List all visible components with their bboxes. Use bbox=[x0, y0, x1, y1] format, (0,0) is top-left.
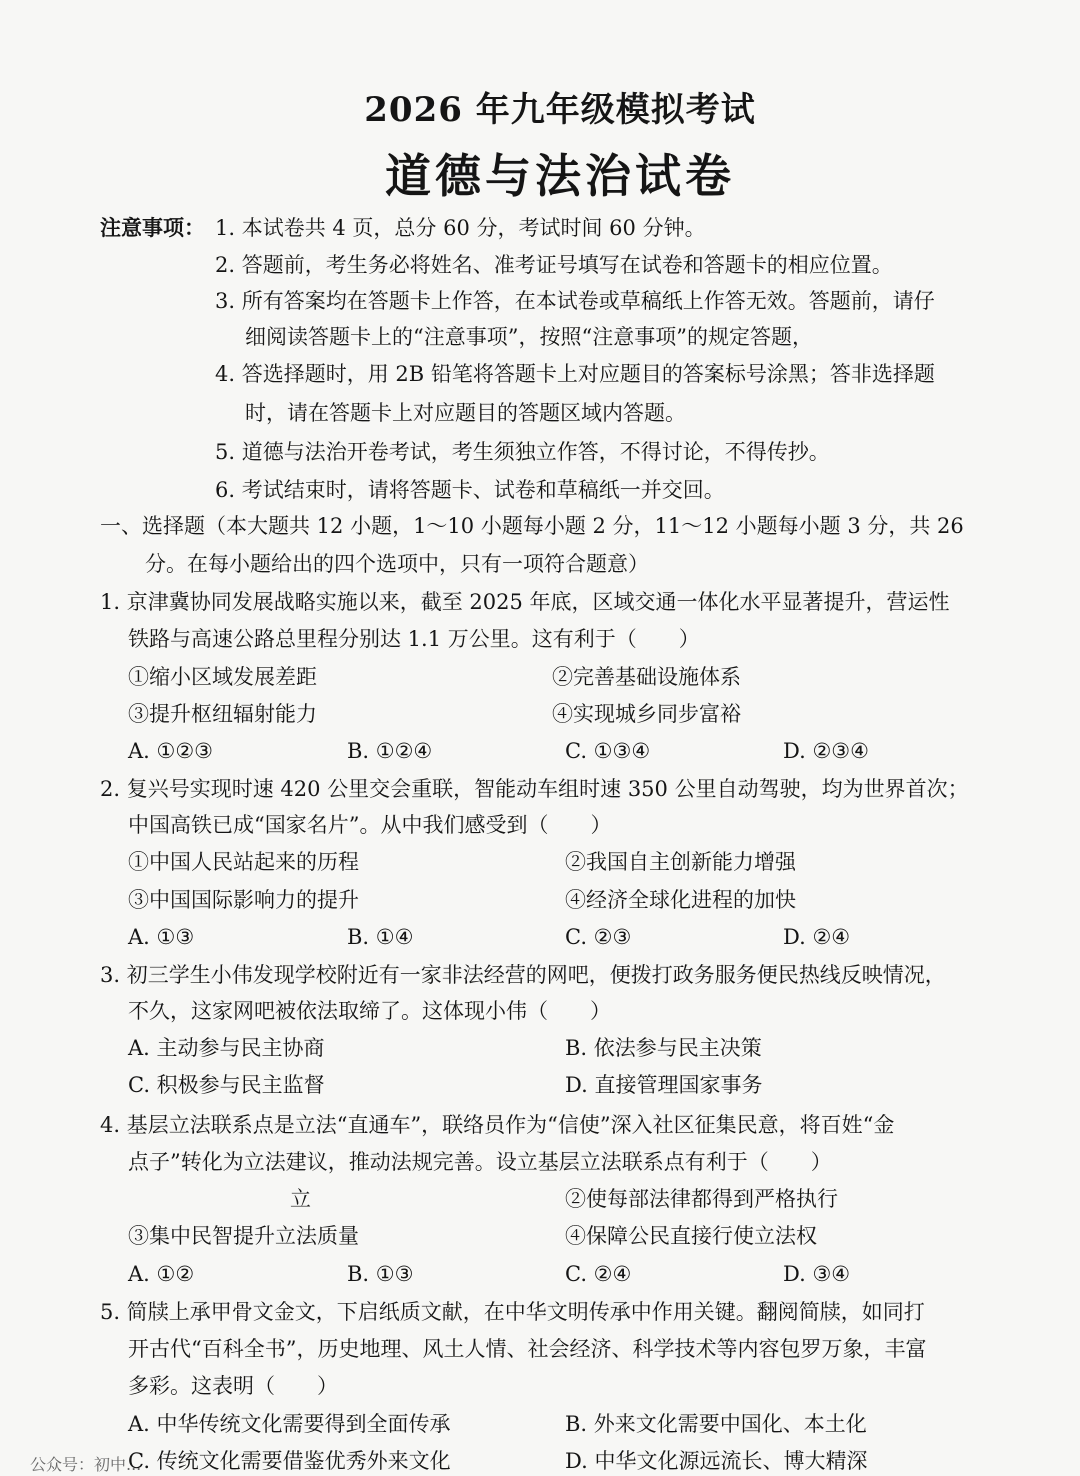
statement: ②使每部法律都得到严格执行 bbox=[565, 1187, 838, 1211]
question-stem-cont: 开古代“百科全书”，历史地理、风土人情、社会经济、科学技术等内容包罗万象，丰富 bbox=[128, 1337, 927, 1361]
answer-option-b: B. ①④ bbox=[347, 925, 414, 949]
answer-option-b: B. ①②④ bbox=[347, 739, 433, 763]
question-stem: 1. 京津冀协同发展战略实施以来，截至 2025 年底，区域交通一体化水平显著提升，营运性 bbox=[100, 590, 950, 614]
question-stem-cont: 点子”转化为立法建议，推动法规完善。设立基层立法联系点有利于（ ） bbox=[128, 1150, 832, 1174]
exam-subtitle: 道德与法治试卷 bbox=[385, 149, 735, 203]
notice-item: 1. 本试卷共 4 页，总分 60 分，考试时间 60 分钟。 bbox=[215, 216, 706, 240]
watermark-text: 公众号：初中... bbox=[30, 1455, 142, 1474]
answer-option-a: A. ①②③ bbox=[128, 739, 213, 763]
answer-option-b: B. 依法参与民主决策 bbox=[565, 1036, 762, 1060]
answer-option-c: C. ②④ bbox=[565, 1262, 632, 1286]
notice-item: 5. 道德与法治开卷考试，考生须独立作答，不得讨论，不得传抄。 bbox=[215, 440, 830, 464]
answer-option-d: D. ③④ bbox=[783, 1262, 851, 1286]
question-stem-cont: 中国高铁已成“国家名片”。从中我们感受到（ ） bbox=[128, 813, 612, 837]
section-heading-cont: 分。在每小题给出的四个选项中，只有一项符合题意） bbox=[145, 552, 649, 576]
question-stem: 5. 简牍上承甲骨文金文，下启纸质文献，在中华文明传承中作用关键。翻阅简牍，如同打 bbox=[100, 1300, 925, 1324]
statement: ③提升枢纽辐射能力 bbox=[128, 702, 317, 726]
statement: 立 bbox=[290, 1187, 311, 1211]
section-heading: 一、选择题（本大题共 12 小题，1～10 小题每小题 2 分，11～12 小题每小题 3 分，共 26 bbox=[100, 514, 964, 538]
answer-option-a: A. ①② bbox=[128, 1262, 195, 1286]
answer-option-d: D. 直接管理国家事务 bbox=[565, 1073, 763, 1097]
answer-option-c: C. 积极参与民主监督 bbox=[128, 1073, 325, 1097]
answer-option-a: A. ①③ bbox=[128, 925, 195, 949]
answer-option-d: D. ②③④ bbox=[783, 739, 869, 763]
notice-item: 6. 考试结束时，请将答题卡、试卷和草稿纸一并交回。 bbox=[215, 478, 725, 502]
statement: ④经济全球化进程的加快 bbox=[565, 888, 796, 912]
notice-item: 3. 所有答案均在答题卡上作答，在本试卷或草稿纸上作答无效。答题前，请仔 bbox=[215, 289, 935, 313]
question-stem: 3. 初三学生小伟发现学校附近有一家非法经营的网吧，便拨打政务服务便民热线反映情况， bbox=[100, 963, 946, 987]
answer-option-d: D. 中华文化源远流长、博大精深 bbox=[565, 1449, 868, 1473]
statement: ①中国人民站起来的历程 bbox=[128, 850, 359, 874]
notice-item-cont: 时，请在答题卡上对应题目的答题区域内答题。 bbox=[245, 401, 686, 425]
answer-option-c: C. ①③④ bbox=[565, 739, 651, 763]
answer-option-b: B. 外来文化需要中国化、本土化 bbox=[565, 1412, 867, 1436]
notice-label: 注意事项： bbox=[100, 215, 205, 240]
answer-option-d: D. ②④ bbox=[783, 925, 851, 949]
statement: ②完善基础设施体系 bbox=[552, 665, 741, 689]
notice-item-cont: 细阅读答题卡上的“注意事项”，按照“注意事项”的规定答题， bbox=[245, 325, 813, 349]
answer-option-a: A. 主动参与民主协商 bbox=[128, 1036, 325, 1060]
question-stem: 4. 基层立法联系点是立法“直通车”，联络员作为“信使”深入社区征集民意，将百姓“金 bbox=[100, 1113, 895, 1137]
notice-item: 2. 答题前，考生务必将姓名、准考证号填写在试卷和答题卡的相应位置。 bbox=[215, 253, 893, 277]
question-stem: 2. 复兴号实现时速 420 公里交会重联，智能动车组时速 350 公里自动驾驶，均为世界首次； bbox=[100, 777, 969, 801]
statement: ④保障公民直接行使立法权 bbox=[565, 1224, 817, 1248]
statement: ②我国自主创新能力增强 bbox=[565, 850, 796, 874]
answer-option-c: C. 传统文化需要借鉴优秀外来文化 bbox=[128, 1449, 451, 1473]
exam-title: 2026 年九年级模拟考试 bbox=[364, 90, 756, 130]
statement: ③中国国际影响力的提升 bbox=[128, 888, 359, 912]
statement: ④实现城乡同步富裕 bbox=[552, 702, 741, 726]
statement: ①缩小区域发展差距 bbox=[128, 665, 317, 689]
statement: ③集中民智提升立法质量 bbox=[128, 1224, 359, 1248]
question-stem-cont: 不久，这家网吧被依法取缔了。这体现小伟（ ） bbox=[128, 999, 611, 1023]
notice-item: 4. 答选择题时，用 2B 铅笔将答题卡上对应题目的答案标号涂黑；答非选择题 bbox=[215, 362, 935, 386]
answer-option-b: B. ①③ bbox=[347, 1262, 414, 1286]
answer-option-a: A. 中华传统文化需要得到全面传承 bbox=[128, 1412, 451, 1436]
answer-option-c: C. ②③ bbox=[565, 925, 632, 949]
question-stem-cont: 多彩。这表明（ ） bbox=[128, 1374, 338, 1398]
question-stem-cont: 铁路与高速公路总里程分别达 1.1 万公里。这有利于（ ） bbox=[128, 627, 700, 651]
